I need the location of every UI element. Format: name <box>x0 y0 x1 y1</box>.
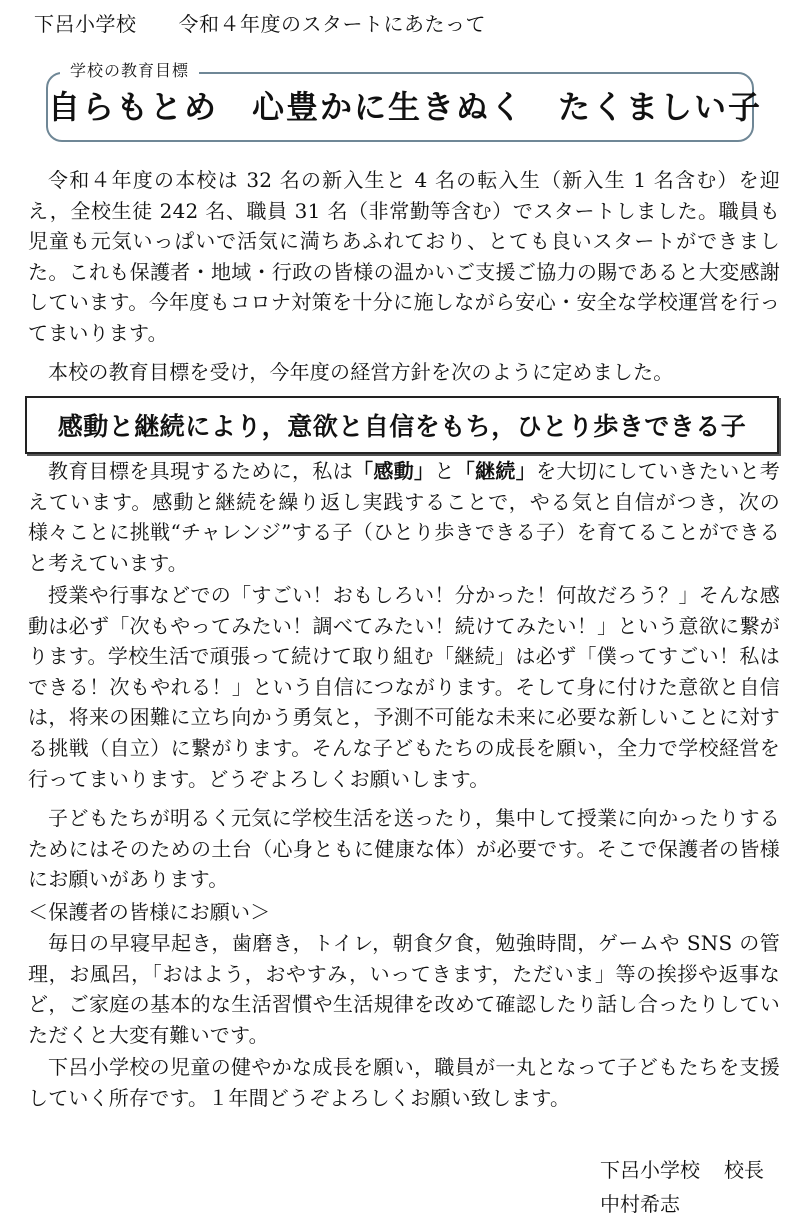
education-goal-box <box>46 72 763 142</box>
keyword-keizoku: 「継続」 <box>454 459 537 483</box>
header-title: 令和４年度のスタートにあたって <box>178 12 486 36</box>
goal-explanation-lead: 教育目標を具現するために，私は <box>48 459 354 483</box>
goal-explanation-paragraph <box>28 456 780 578</box>
keyword-kandou: 「感動」 <box>353 459 435 483</box>
goal-explanation-and: と <box>434 459 455 483</box>
header-school-name: 下呂小学校 <box>34 12 137 36</box>
intro-paragraph: 令和４年度の本校は 32 名の新入生と 4 名の転入生（新入生 1 名含む）を迎え，全校生徒 242 名、職員 31 名（非常勤等含む）でスタートしました。職員も児童も元気いっぱいで活気に満ちあふれており、とても良いスタートができました。これも保護者・地域・行政の皆様の温かいご支援ご協力の賜であると大変感謝しています。今年度もコロナ対策を十分に施しながら安心・安全な学校運営を行ってまいります。 <box>28 168 780 345</box>
foundation-paragraph: 子どもたちが明るく元気に学校生活を送ったり，集中して授業に向かったりするためにはそのための土台（心身ともに健康な体）が必要です。そこで保護者の皆様にお願いがあります。 <box>28 806 780 892</box>
request-paragraph: 毎日の早寝早起き，歯磨き，トイレ，朝食夕食，勉強時間，ゲームや SNS の管理，お風呂，「おはよう，おやすみ，いってきます，ただいま」等の挨拶や返事など，ご家庭の基本的な生活習慣や生活規律を改めて確認したり話し合ったりしていただくと大変有難いです。 <box>28 931 780 1047</box>
education-goal-text: 自らもとめ 心豊かに生きぬく たくましい子 <box>48 88 763 126</box>
policy-intro-paragraph: 本校の教育目標を受け，今年度の経営方針を次のように定めました。 <box>48 360 674 384</box>
management-policy-box <box>25 396 779 454</box>
page-header <box>34 10 486 38</box>
signature-school: 下呂小学校 <box>600 1158 700 1182</box>
signature-block <box>600 1153 764 1221</box>
management-policy-text: 感動と継続により，意欲と自信をもち，ひとり歩きできる子 <box>57 412 747 441</box>
signature-position: 校長 <box>724 1158 764 1182</box>
emotion-continuation-paragraph: 授業や行事などでの「すごい！おもしろい！分かった！何故だろう？」そんな感動は必ず「次もやってみたい！調べてみたい！続けてみたい！」という意欲に繋がります。学校生活で頑張って続けて取り組む「継続」は必ず「僕ってすごい！私はできる！次もやれる！」という自信につながります。そして身に付けた意欲と自信は，将来の困難に立ち向かう勇気と，予測不可能な未来に必要な新しいことに対する挑戦（自立）に繋がります。そんな子どもたちの成長を願い，全力で学校経営を行ってまいります。どうぞよろしくお願いします。 <box>28 583 780 791</box>
goal-explanation-rest: を大切にしていきたいと考えています。感動と継続を繰り返し実践することで，やる気と自信がつき，次の様々ことに挑戦“チャレンジ”する子（ひとり歩きできる子）を育てることができると考えています。 <box>28 459 781 575</box>
signature-name: 中村希志 <box>600 1192 680 1216</box>
closing-paragraph: 下呂小学校の児童の健やかな成長を願い，職員が一丸となって子どもたちを支援していく所存です。１年間どうぞよろしくお願い致します。 <box>28 1055 780 1110</box>
education-goal-label: 学校の教育目標 <box>60 60 199 82</box>
request-heading: ＜保護者の皆様にお願い＞ <box>28 900 271 924</box>
